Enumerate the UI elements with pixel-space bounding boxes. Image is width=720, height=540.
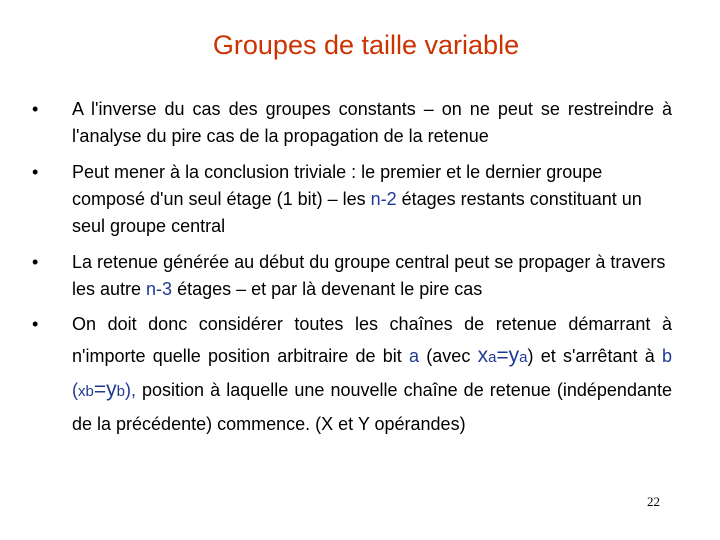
bullet-1-text: A l'inverse du cas des groupes constants – on ne peut se restreindre à l'analyse du pire cas de la propagation de la retenue	[72, 99, 672, 146]
xb-subscript: b	[85, 383, 94, 400]
bit-position-a: a	[409, 346, 420, 366]
bullet-item-1	[32, 96, 672, 150]
n-minus-3-term: n-3	[146, 279, 173, 299]
bullet-2-text-start: Peut mener à la conclusion triviale : le premier et le dernier groupe composé d'un seul étage (1 bit) – les	[72, 162, 603, 209]
bullet-4-text-start: On doit donc considérer toutes les chaînes de retenue démarrant à n'importe quelle position arbitraire de bit	[72, 314, 672, 366]
yb-y: y	[106, 378, 117, 401]
equals-sign-b: =	[93, 378, 107, 401]
bullet-list	[32, 96, 672, 449]
ya-y: y	[508, 344, 520, 367]
page-number: 22	[647, 494, 660, 509]
bullet-icon: •	[32, 252, 39, 272]
xb-x: x	[78, 383, 86, 400]
bit-position-b: b	[661, 346, 672, 366]
bullet-item-2	[32, 159, 672, 240]
bullet-item-4	[32, 308, 672, 440]
bullet-icon: •	[32, 314, 39, 334]
bullet-2-text-end: étages restants constituant un seul groupe central	[72, 189, 642, 236]
bullet-4-text-avec: (avec	[419, 346, 478, 366]
bullet-3-text-start: La retenue générée au début du groupe central peut se propager à travers les autre	[72, 252, 666, 299]
xa-subscript: a	[488, 349, 497, 366]
bullet-icon: •	[32, 99, 39, 119]
bullet-4-open-paren: (	[72, 380, 78, 400]
bullet-4-close-paren: ),	[124, 380, 136, 400]
bullet-item-3	[32, 249, 672, 303]
bullet-4-text-end: position à laquelle une nouvelle chaîne de retenue (indépendante de la précédente) commence. (X et Y opérandes)	[72, 380, 672, 434]
slide-title: Groupes de taille variable	[212, 30, 520, 60]
ya-subscript: a	[519, 349, 528, 366]
bullet-3-text-end: étages – et par là devenant le pire cas	[172, 279, 483, 299]
bullet-4-text-arretant: ) et s'arrêtant à	[527, 346, 662, 366]
yb-subscript: b	[116, 383, 125, 400]
equals-sign-a: =	[496, 344, 509, 367]
xa-x: x	[477, 344, 489, 367]
bullet-icon: •	[32, 162, 39, 182]
n-minus-2-term: n-2	[370, 189, 397, 209]
